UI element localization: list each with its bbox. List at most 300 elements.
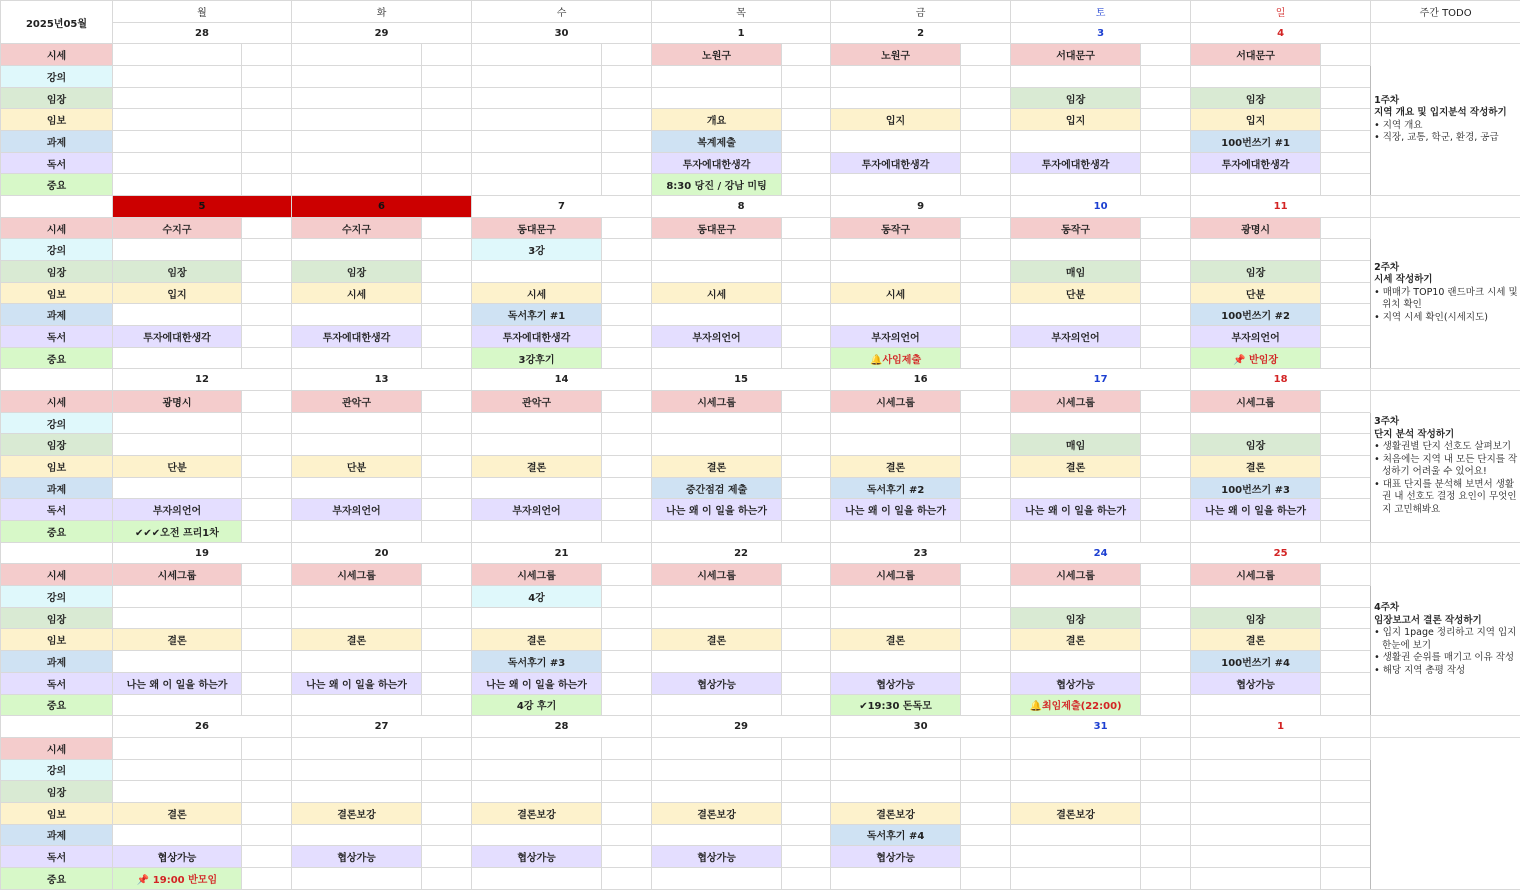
entry-cell[interactable] <box>831 261 961 283</box>
row-header-blank[interactable] <box>1 716 113 738</box>
spacer-cell[interactable] <box>1321 867 1371 889</box>
spacer-cell[interactable] <box>782 607 831 629</box>
date-cell[interactable]: 31 <box>1011 716 1191 738</box>
entry-cell[interactable] <box>292 607 422 629</box>
entry-cell[interactable] <box>472 824 602 846</box>
spacer-cell[interactable] <box>1141 629 1191 651</box>
entry-cell[interactable]: 결론 <box>292 629 422 651</box>
spacer-cell[interactable] <box>242 477 292 499</box>
entry-cell[interactable] <box>292 304 422 326</box>
spacer-cell[interactable] <box>961 456 1011 478</box>
entry-cell[interactable]: 관악구 <box>472 391 602 413</box>
category-label[interactable]: 시세 <box>1 391 113 413</box>
category-label[interactable]: 독서 <box>1 846 113 868</box>
entry-cell[interactable]: 결론 <box>831 629 961 651</box>
category-label[interactable]: 임장 <box>1 261 113 283</box>
entry-cell[interactable]: 시세그룹 <box>831 391 961 413</box>
category-label[interactable]: 임보 <box>1 109 113 131</box>
row-header-blank[interactable] <box>1 196 113 218</box>
entry-cell[interactable]: 협상가능 <box>472 846 602 868</box>
date-cell[interactable]: 17 <box>1011 369 1191 391</box>
category-label[interactable]: 강의 <box>1 239 113 261</box>
spacer-cell[interactable] <box>602 564 652 586</box>
spacer-cell[interactable] <box>422 434 472 456</box>
entry-cell[interactable] <box>831 586 961 608</box>
entry-cell[interactable] <box>472 152 602 174</box>
category-label[interactable]: 중요 <box>1 174 113 196</box>
entry-cell[interactable] <box>292 434 422 456</box>
spacer-cell[interactable] <box>242 304 292 326</box>
date-cell[interactable]: 19 <box>113 542 292 564</box>
entry-cell[interactable]: 임장 <box>113 261 242 283</box>
entry-cell[interactable] <box>113 304 242 326</box>
spacer-cell[interactable] <box>1141 87 1191 109</box>
entry-cell[interactable]: 협상가능 <box>292 846 422 868</box>
spacer-cell[interactable] <box>1321 412 1371 434</box>
entry-cell[interactable]: 시세그룹 <box>472 564 602 586</box>
entry-cell[interactable]: 임장 <box>1191 607 1321 629</box>
entry-cell[interactable]: 시세 <box>652 282 782 304</box>
entry-cell[interactable]: 나는 왜 이 일을 하는가 <box>652 499 782 521</box>
entry-cell[interactable]: 노원구 <box>831 44 961 66</box>
spacer-cell[interactable] <box>961 131 1011 153</box>
date-cell[interactable]: 30 <box>831 716 1011 738</box>
category-label[interactable]: 독서 <box>1 672 113 694</box>
entry-cell[interactable] <box>292 759 422 781</box>
entry-cell[interactable]: 중간점검 제출 <box>652 477 782 499</box>
entry-cell[interactable] <box>292 239 422 261</box>
date-cell[interactable]: 22 <box>652 542 831 564</box>
spacer-cell[interactable] <box>1321 499 1371 521</box>
spacer-cell[interactable] <box>422 737 472 759</box>
category-label[interactable]: 시세 <box>1 564 113 586</box>
date-cell[interactable]: 9 <box>831 196 1011 218</box>
entry-cell[interactable] <box>1011 304 1141 326</box>
entry-cell[interactable]: 임장 <box>1191 261 1321 283</box>
category-label[interactable]: 과제 <box>1 304 113 326</box>
entry-cell[interactable]: 결론보강 <box>1011 802 1141 824</box>
date-cell[interactable]: 25 <box>1191 542 1371 564</box>
entry-cell[interactable] <box>1011 347 1141 369</box>
entry-cell[interactable] <box>113 152 242 174</box>
entry-cell[interactable] <box>113 737 242 759</box>
entry-cell[interactable] <box>472 759 602 781</box>
spacer-cell[interactable] <box>422 109 472 131</box>
entry-cell[interactable] <box>1011 412 1141 434</box>
entry-cell[interactable] <box>113 759 242 781</box>
spacer-cell[interactable] <box>422 412 472 434</box>
spacer-cell[interactable] <box>422 521 472 543</box>
spacer-cell[interactable] <box>782 434 831 456</box>
entry-cell[interactable] <box>831 759 961 781</box>
entry-cell[interactable] <box>652 737 782 759</box>
spacer-cell[interactable] <box>602 282 652 304</box>
category-label[interactable]: 시세 <box>1 217 113 239</box>
spacer-cell[interactable] <box>782 261 831 283</box>
entry-cell[interactable] <box>113 239 242 261</box>
spacer-cell[interactable] <box>961 759 1011 781</box>
date-cell[interactable]: 27 <box>292 716 472 738</box>
spacer-cell[interactable] <box>422 66 472 88</box>
entry-cell[interactable]: 임장 <box>1191 434 1321 456</box>
spacer-cell[interactable] <box>602 781 652 803</box>
category-label[interactable]: 중요 <box>1 521 113 543</box>
date-cell[interactable]: 28 <box>472 716 652 738</box>
spacer-cell[interactable] <box>242 326 292 348</box>
spacer-cell[interactable] <box>782 174 831 196</box>
spacer-cell[interactable] <box>242 781 292 803</box>
spacer-cell[interactable] <box>1141 217 1191 239</box>
entry-cell[interactable]: 시세 <box>472 282 602 304</box>
spacer-cell[interactable] <box>422 477 472 499</box>
entry-cell[interactable] <box>831 607 961 629</box>
spacer-cell[interactable] <box>242 174 292 196</box>
entry-cell[interactable] <box>1011 131 1141 153</box>
spacer-cell[interactable] <box>602 304 652 326</box>
entry-cell[interactable]: 부자의언어 <box>831 326 961 348</box>
category-label[interactable]: 강의 <box>1 586 113 608</box>
entry-cell[interactable] <box>831 87 961 109</box>
entry-cell[interactable] <box>113 44 242 66</box>
spacer-cell[interactable] <box>242 261 292 283</box>
entry-cell[interactable] <box>1191 694 1321 716</box>
spacer-cell[interactable] <box>782 44 831 66</box>
category-label[interactable]: 과제 <box>1 651 113 673</box>
spacer-cell[interactable] <box>782 87 831 109</box>
entry-cell[interactable] <box>652 521 782 543</box>
entry-cell[interactable] <box>831 781 961 803</box>
spacer-cell[interactable] <box>1141 846 1191 868</box>
entry-cell[interactable]: 결론 <box>652 629 782 651</box>
spacer-cell[interactable] <box>1321 629 1371 651</box>
entry-cell[interactable]: 결론 <box>1011 629 1141 651</box>
spacer-cell[interactable] <box>961 781 1011 803</box>
entry-cell[interactable] <box>831 174 961 196</box>
weekly-todo-cell[interactable] <box>1371 391 1520 543</box>
spacer-cell[interactable] <box>1321 477 1371 499</box>
entry-cell[interactable]: 결론 <box>113 802 242 824</box>
spacer-cell[interactable] <box>422 846 472 868</box>
spacer-cell[interactable] <box>1141 326 1191 348</box>
entry-cell[interactable] <box>1011 586 1141 608</box>
spacer-cell[interactable] <box>422 781 472 803</box>
entry-cell[interactable] <box>1011 521 1141 543</box>
entry-cell[interactable]: 노원구 <box>652 44 782 66</box>
spacer-cell[interactable] <box>1141 152 1191 174</box>
spacer-cell[interactable] <box>602 607 652 629</box>
spacer-cell[interactable] <box>782 672 831 694</box>
spacer-cell[interactable] <box>961 477 1011 499</box>
spacer-cell[interactable] <box>782 694 831 716</box>
spacer-cell[interactable] <box>242 846 292 868</box>
spacer-cell[interactable] <box>602 586 652 608</box>
spacer-cell[interactable] <box>1141 131 1191 153</box>
entry-cell[interactable]: 결론보강 <box>831 802 961 824</box>
spacer-cell[interactable] <box>602 651 652 673</box>
spacer-cell[interactable] <box>1321 304 1371 326</box>
spacer-cell[interactable] <box>961 434 1011 456</box>
date-cell[interactable]: 29 <box>652 716 831 738</box>
entry-cell[interactable]: 독서후기 #4 <box>831 824 961 846</box>
spacer-cell[interactable] <box>961 607 1011 629</box>
spacer-cell[interactable] <box>1321 781 1371 803</box>
weekday-header[interactable]: 월 <box>113 1 292 23</box>
entry-cell[interactable]: 협상가능 <box>652 846 782 868</box>
entry-cell[interactable]: 부자의언어 <box>1011 326 1141 348</box>
entry-cell[interactable] <box>472 66 602 88</box>
entry-cell[interactable] <box>652 607 782 629</box>
spacer-cell[interactable] <box>242 347 292 369</box>
date-cell[interactable]: 6 <box>292 196 472 218</box>
entry-cell[interactable]: ✔✔✔오전 프리1차 <box>113 521 242 543</box>
entry-cell[interactable] <box>472 737 602 759</box>
entry-cell[interactable] <box>1191 846 1321 868</box>
spacer-cell[interactable] <box>242 66 292 88</box>
date-cell[interactable]: 11 <box>1191 196 1371 218</box>
spacer-cell[interactable] <box>602 824 652 846</box>
spacer-cell[interactable] <box>422 651 472 673</box>
entry-cell[interactable] <box>472 174 602 196</box>
entry-cell[interactable] <box>831 521 961 543</box>
spacer-cell[interactable] <box>782 651 831 673</box>
spacer-cell[interactable] <box>422 824 472 846</box>
spacer-cell[interactable] <box>961 694 1011 716</box>
entry-cell[interactable]: 결론 <box>472 456 602 478</box>
spacer-cell[interactable] <box>1141 867 1191 889</box>
spacer-cell[interactable] <box>961 802 1011 824</box>
entry-cell[interactable]: 100번쓰기 #2 <box>1191 304 1321 326</box>
spacer-cell[interactable] <box>602 109 652 131</box>
spacer-cell[interactable] <box>961 217 1011 239</box>
entry-cell[interactable]: 매임 <box>1011 434 1141 456</box>
spacer-cell[interactable] <box>1321 261 1371 283</box>
entry-cell[interactable] <box>472 131 602 153</box>
spacer-cell[interactable] <box>961 521 1011 543</box>
spacer-cell[interactable] <box>961 824 1011 846</box>
spacer-cell[interactable] <box>602 521 652 543</box>
entry-cell[interactable]: 나는 왜 이 일을 하는가 <box>1191 499 1321 521</box>
entry-cell[interactable]: 시세그룹 <box>1191 564 1321 586</box>
entry-cell[interactable] <box>113 174 242 196</box>
entry-cell[interactable]: 부자의언어 <box>1191 326 1321 348</box>
entry-cell[interactable] <box>652 412 782 434</box>
entry-cell[interactable]: 협상가능 <box>113 846 242 868</box>
spacer-cell[interactable] <box>1321 521 1371 543</box>
date-cell[interactable]: 15 <box>652 369 831 391</box>
entry-cell[interactable] <box>472 607 602 629</box>
date-cell[interactable]: 14 <box>472 369 652 391</box>
spacer-cell[interactable] <box>961 412 1011 434</box>
entry-cell[interactable]: 단분 <box>113 456 242 478</box>
spacer-cell[interactable] <box>602 846 652 868</box>
spacer-cell[interactable] <box>1321 824 1371 846</box>
spacer-cell[interactable] <box>1141 44 1191 66</box>
category-label[interactable]: 독서 <box>1 152 113 174</box>
spacer-cell[interactable] <box>602 629 652 651</box>
entry-cell[interactable]: 부자의언어 <box>652 326 782 348</box>
date-cell[interactable]: 7 <box>472 196 652 218</box>
spacer-cell[interactable] <box>602 347 652 369</box>
spacer-cell[interactable] <box>422 391 472 413</box>
spacer-cell[interactable] <box>242 867 292 889</box>
entry-cell[interactable]: 4강 <box>472 586 602 608</box>
entry-cell[interactable]: 시세그룹 <box>1011 391 1141 413</box>
date-cell[interactable]: 1 <box>1191 716 1371 738</box>
spacer-cell[interactable] <box>961 651 1011 673</box>
entry-cell[interactable]: 광명시 <box>113 391 242 413</box>
spacer-cell[interactable] <box>1141 282 1191 304</box>
date-cell[interactable]: 2 <box>831 22 1011 44</box>
spacer-cell[interactable] <box>782 347 831 369</box>
todo-blank[interactable] <box>1371 196 1520 218</box>
entry-cell[interactable] <box>831 412 961 434</box>
spacer-cell[interactable] <box>782 629 831 651</box>
date-cell[interactable]: 8 <box>652 196 831 218</box>
entry-cell[interactable] <box>292 824 422 846</box>
spacer-cell[interactable] <box>602 239 652 261</box>
entry-cell[interactable]: 시세그룹 <box>292 564 422 586</box>
entry-cell[interactable] <box>113 412 242 434</box>
weekday-header[interactable]: 화 <box>292 1 472 23</box>
spacer-cell[interactable] <box>422 586 472 608</box>
spacer-cell[interactable] <box>961 629 1011 651</box>
entry-cell[interactable]: 투자에대한생각 <box>292 326 422 348</box>
spacer-cell[interactable] <box>1141 694 1191 716</box>
spacer-cell[interactable] <box>422 174 472 196</box>
entry-cell[interactable] <box>113 477 242 499</box>
entry-cell[interactable] <box>652 586 782 608</box>
entry-cell[interactable] <box>113 66 242 88</box>
entry-cell[interactable] <box>1191 412 1321 434</box>
spacer-cell[interactable] <box>1141 759 1191 781</box>
spacer-cell[interactable] <box>1141 477 1191 499</box>
spacer-cell[interactable] <box>422 607 472 629</box>
spacer-cell[interactable] <box>422 672 472 694</box>
entry-cell[interactable] <box>1011 759 1141 781</box>
entry-cell[interactable] <box>472 109 602 131</box>
spacer-cell[interactable] <box>242 434 292 456</box>
entry-cell[interactable] <box>472 521 602 543</box>
spacer-cell[interactable] <box>1321 174 1371 196</box>
spacer-cell[interactable] <box>602 131 652 153</box>
entry-cell[interactable]: 시세 <box>831 282 961 304</box>
spacer-cell[interactable] <box>242 672 292 694</box>
weekday-header[interactable]: 토 <box>1011 1 1191 23</box>
spacer-cell[interactable] <box>422 564 472 586</box>
entry-cell[interactable] <box>113 694 242 716</box>
category-label[interactable]: 과제 <box>1 477 113 499</box>
entry-cell[interactable]: 투자에대한생각 <box>1011 152 1141 174</box>
entry-cell[interactable]: 임장 <box>1011 87 1141 109</box>
spacer-cell[interactable] <box>961 44 1011 66</box>
entry-cell[interactable]: 나는 왜 이 일을 하는가 <box>292 672 422 694</box>
spacer-cell[interactable] <box>782 131 831 153</box>
entry-cell[interactable]: 결론 <box>652 456 782 478</box>
spacer-cell[interactable] <box>961 391 1011 413</box>
spacer-cell[interactable] <box>961 347 1011 369</box>
entry-cell[interactable] <box>1011 66 1141 88</box>
spacer-cell[interactable] <box>1321 326 1371 348</box>
date-cell[interactable]: 13 <box>292 369 472 391</box>
spacer-cell[interactable] <box>782 564 831 586</box>
spacer-cell[interactable] <box>242 759 292 781</box>
entry-cell[interactable]: 단분 <box>1191 282 1321 304</box>
entry-cell[interactable] <box>292 174 422 196</box>
spacer-cell[interactable] <box>422 326 472 348</box>
entry-cell[interactable]: 결론 <box>472 629 602 651</box>
spacer-cell[interactable] <box>782 152 831 174</box>
entry-cell[interactable]: 관악구 <box>292 391 422 413</box>
spacer-cell[interactable] <box>1321 347 1371 369</box>
entry-cell[interactable] <box>472 434 602 456</box>
entry-cell[interactable] <box>652 87 782 109</box>
spacer-cell[interactable] <box>242 802 292 824</box>
entry-cell[interactable]: 결론보강 <box>652 802 782 824</box>
entry-cell[interactable]: 시세그룹 <box>652 564 782 586</box>
entry-cell[interactable]: 시세그룹 <box>1011 564 1141 586</box>
entry-cell[interactable]: 부자의언어 <box>113 499 242 521</box>
spacer-cell[interactable] <box>1321 131 1371 153</box>
spacer-cell[interactable] <box>1141 347 1191 369</box>
spacer-cell[interactable] <box>242 456 292 478</box>
spacer-cell[interactable] <box>1141 109 1191 131</box>
entry-cell[interactable] <box>472 781 602 803</box>
spacer-cell[interactable] <box>602 44 652 66</box>
category-label[interactable]: 임장 <box>1 434 113 456</box>
entry-cell[interactable]: 100번쓰기 #1 <box>1191 131 1321 153</box>
spacer-cell[interactable] <box>1141 824 1191 846</box>
spacer-cell[interactable] <box>961 586 1011 608</box>
date-cell[interactable]: 29 <box>292 22 472 44</box>
spacer-cell[interactable] <box>242 694 292 716</box>
spacer-cell[interactable] <box>1321 672 1371 694</box>
spacer-cell[interactable] <box>422 694 472 716</box>
entry-cell[interactable] <box>472 261 602 283</box>
date-cell[interactable]: 12 <box>113 369 292 391</box>
spacer-cell[interactable] <box>961 282 1011 304</box>
spacer-cell[interactable] <box>422 456 472 478</box>
entry-cell[interactable] <box>292 867 422 889</box>
entry-cell[interactable]: 🔔사임제출 <box>831 347 961 369</box>
spacer-cell[interactable] <box>782 326 831 348</box>
spacer-cell[interactable] <box>1141 802 1191 824</box>
spacer-cell[interactable] <box>602 456 652 478</box>
date-cell[interactable]: 24 <box>1011 542 1191 564</box>
entry-cell[interactable] <box>292 347 422 369</box>
entry-cell[interactable] <box>652 304 782 326</box>
date-cell[interactable]: 5 <box>113 196 292 218</box>
spacer-cell[interactable] <box>1141 434 1191 456</box>
entry-cell[interactable] <box>292 651 422 673</box>
entry-cell[interactable]: 서대문구 <box>1011 44 1141 66</box>
entry-cell[interactable] <box>1011 737 1141 759</box>
entry-cell[interactable]: 협상가능 <box>831 846 961 868</box>
entry-cell[interactable] <box>652 239 782 261</box>
entry-cell[interactable] <box>652 261 782 283</box>
entry-cell[interactable]: 결론 <box>1011 456 1141 478</box>
entry-cell[interactable] <box>1011 867 1141 889</box>
spacer-cell[interactable] <box>1141 564 1191 586</box>
entry-cell[interactable]: 3강후기 <box>472 347 602 369</box>
entry-cell[interactable]: 나는 왜 이 일을 하는가 <box>1011 499 1141 521</box>
spacer-cell[interactable] <box>782 477 831 499</box>
category-label[interactable]: 임장 <box>1 607 113 629</box>
spacer-cell[interactable] <box>1321 737 1371 759</box>
spacer-cell[interactable] <box>961 867 1011 889</box>
spacer-cell[interactable] <box>1141 651 1191 673</box>
spacer-cell[interactable] <box>242 282 292 304</box>
entry-cell[interactable]: 부자의언어 <box>472 499 602 521</box>
